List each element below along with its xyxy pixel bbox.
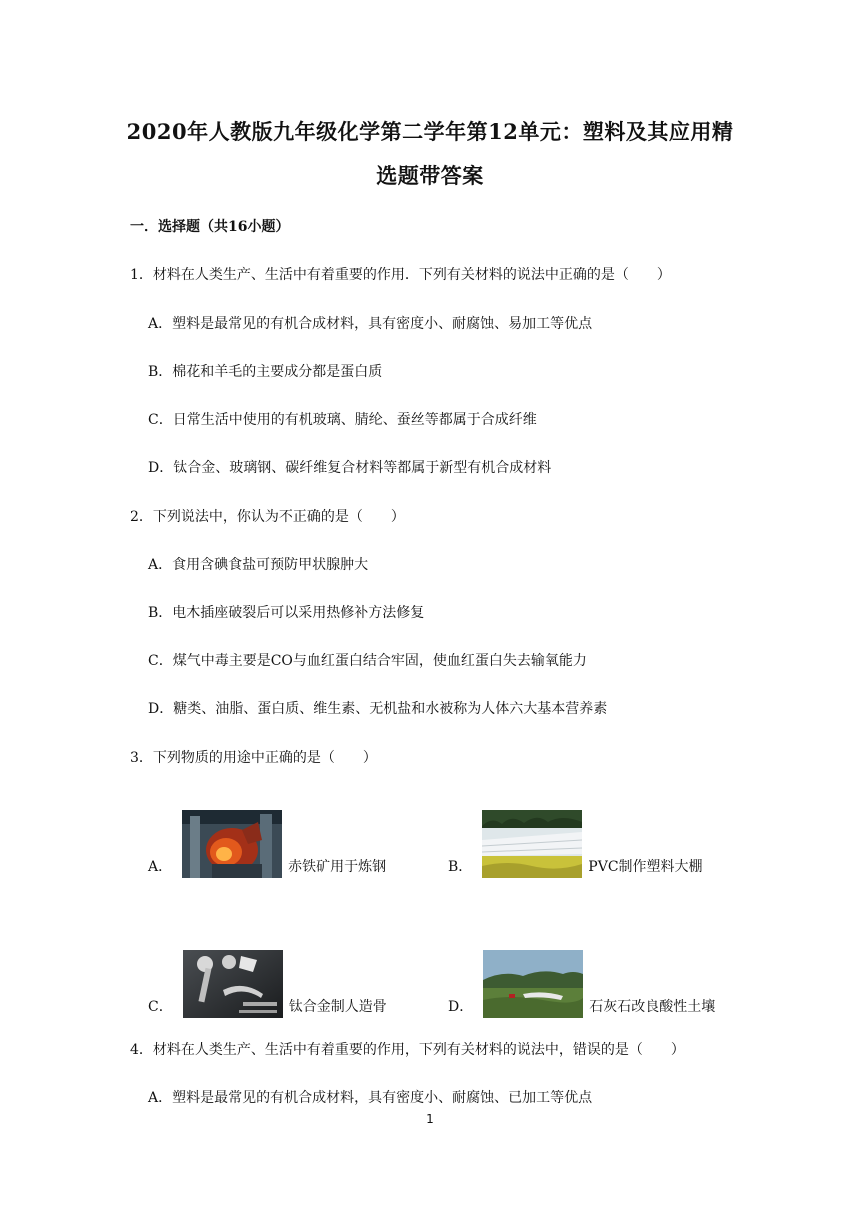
question-2-option-a: A．食用含碘食盐可预防甲状腺肿大 — [148, 557, 369, 573]
question-1-stem: 1．材料在人类生产、生活中有着重要的作用．下列有关材料的说法中正确的是（ ） — [130, 267, 671, 283]
titanium-bone-implant-photo — [183, 950, 283, 1018]
option-c-caption: 钛合金制人造骨 — [288, 999, 387, 1015]
field-landscape-photo — [483, 950, 583, 1018]
question-3-option-b — [448, 788, 703, 878]
option-c-label: C． — [148, 999, 173, 1015]
question-2-option-c: C．煤气中毒主要是CO与血红蛋白结合牢固，使血红蛋白失去输氧能力 — [148, 653, 587, 669]
option-a-caption: 赤铁矿用于炼钢 — [288, 859, 387, 875]
option-b-label: B． — [448, 859, 473, 875]
option-d-caption: 石灰石改良酸性土壤 — [589, 999, 716, 1015]
page-number: 1 — [426, 1112, 434, 1126]
steel-furnace-photo — [182, 810, 282, 878]
question-3-option-d — [448, 928, 715, 1018]
option-a-label: A． — [148, 859, 173, 875]
option-b-caption: PVC制作塑料大棚 — [588, 859, 703, 875]
section-heading: 一．选择题（共16小题） — [130, 219, 290, 235]
question-2-option-d: D．糖类、油脂、蛋白质、维生素、无机盐和水被称为人体六大基本营养素 — [148, 701, 608, 717]
document-title-line2: 选题带答案 — [376, 163, 484, 188]
greenhouse-photo — [482, 810, 582, 878]
question-3-stem: 3．下列物质的用途中正确的是（ ） — [130, 750, 377, 766]
question-2-stem: 2．下列说法中，你认为不正确的是（ ） — [130, 509, 405, 525]
question-1-option-c: C．日常生活中使用的有机玻璃、腈纶、蚕丝等都属于合成纤维 — [148, 412, 537, 428]
document-title-line1: 2020年人教版九年级化学第二学年第12单元：塑料及其应用精 — [126, 119, 734, 144]
question-4-option-a: A．塑料是最常见的有机合成材料，具有密度小、耐腐蚀、已加工等优点 — [148, 1090, 593, 1106]
question-1-option-a: A．塑料是最常见的有机合成材料，具有密度小、耐腐蚀、易加工等优点 — [148, 316, 593, 332]
question-4-stem: 4．材料在人类生产、生活中有着重要的作用，下列有关材料的说法中，错误的是（ ） — [130, 1042, 685, 1058]
question-1-option-b: B．棉花和羊毛的主要成分都是蛋白质 — [148, 364, 383, 380]
question-2-option-b: B．电木插座破裂后可以采用热修补方法修复 — [148, 605, 425, 621]
option-d-label: D． — [448, 999, 474, 1015]
question-3-option-a — [148, 788, 386, 878]
question-3-option-c — [148, 928, 387, 1018]
question-1-option-d: D．钛合金、玻璃钢、碳纤维复合材料等都属于新型有机合成材料 — [148, 460, 552, 476]
